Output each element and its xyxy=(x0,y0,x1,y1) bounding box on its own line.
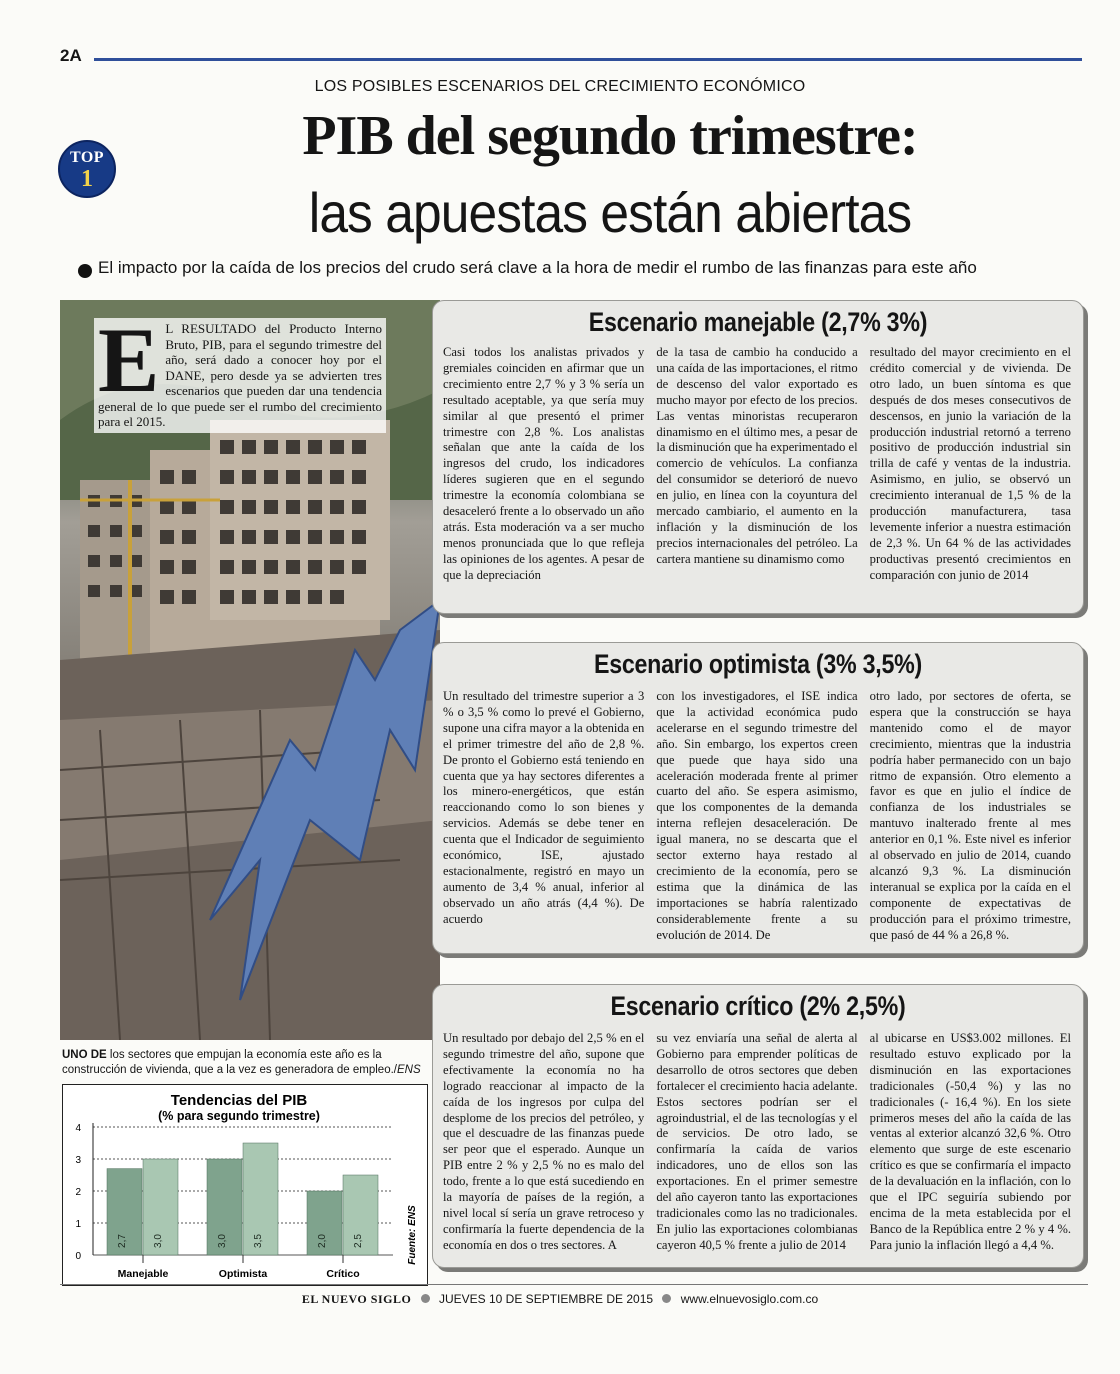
scenario-manejable-panel xyxy=(432,300,1084,614)
drop-cap: E xyxy=(98,309,160,411)
footer-url[interactable]: www.elnuevosiglo.com.co xyxy=(680,1292,819,1306)
scenario-column: al ubicarse en US$3.002 millones. El resultado estuvo explicado por la disminución en las exportaciones tradicionales (-50,4 %) y las no tradicionales (- 16,4 %). En los siete primeros meses del año la caída de las ventas al exterior alcanzó 32,6 %. Otro elemento que surge de este escenario crítico es que se confirmaría el impacto de la devaluación en la inflación, con lo que el IPC seguiría subiendo por encima de la meta establecida por el Banco de la República entre 2 % y 4 %. Para junio la inflación llegó a 4,4 %. xyxy=(869,1031,1071,1252)
footer-brand: EL NUEVO SIGLO xyxy=(301,1292,412,1306)
scenario-column: Un resultado del trimestre superior a 3 % o 3,5 % como lo prevé el Gobierno, supone una cifra mayor a la obtenida en el primer trimestre del año de 2,8 %. De pronto el Gobierno está teniendo en cuenta que ya hay sectores diferentes a los minero-energéticos, que están reaccionando como lo son bienes y servicios. Además se debe tener en cuenta que el Indicador de seguimiento económico, ISE, ajustado estacionalmente, registró en mayo un aumento de 3,4 % anual, inferior al observado un año atrás (4,4 %). De acuerdo xyxy=(443,689,645,926)
scenario-critico-panel xyxy=(432,984,1084,1268)
pib-chart-svg xyxy=(63,1085,429,1287)
top-badge-label: TOP xyxy=(69,149,105,166)
chart-source: Fuente: ENS xyxy=(407,1205,418,1265)
chart-x-tick-label: Manejable xyxy=(117,1268,169,1280)
intro-text: L RESULTADO del Producto Interno Bruto, PIB, para el segundo trimestre del año, será dado a conocer hoy por el DANE, pero desde ya se advierten tres escenarios que pueden dar una tendencia general de lo que puede ser el rumbo del crecimiento para el 2015. xyxy=(98,321,382,429)
deck: El impacto por la caída de los precios del crudo será clave a la hora de medir el rumbo de las finanzas para este año xyxy=(98,258,977,277)
chart-y-tick-label: 2 xyxy=(75,1187,81,1198)
page-number: 2A xyxy=(60,46,82,65)
caption-lead: UNO DE xyxy=(62,1049,107,1061)
scenario-column: Un resultado por debajo del 2,5 % en el segundo trimestre del año, supone que efectivamente la economía no ha logrado reaccionar al impacto de la caída de los ingresos por culpa del desplome de los precios del petróleo, y que el descuadre de las finanzas puede ser peor que el esperado. Aunque un PIB entre 2 % y 2,5 % no es malo del todo, frente a lo que está sucediendo en la mayoría de países de la región, a nivel local sí sería un grave retroceso y confirmaría la fuerte dependencia de la economía en dos o tres sectores. A xyxy=(443,1031,645,1252)
headline: PIB del segundo trimestre: xyxy=(302,105,918,167)
chart-title: Tendencias del PIB xyxy=(170,1092,308,1109)
header-rule xyxy=(94,58,1082,61)
scenario-optimista-panel xyxy=(432,642,1084,954)
scenario-title: Escenario crítico (2% 2,5%) xyxy=(610,991,906,1021)
caption-text: los sectores que empujan la economía este año es la construcción de vivienda, que a la vez es generadora de empleo./ xyxy=(62,1049,397,1076)
chart-y-tick-label: 0 xyxy=(75,1251,81,1262)
chart-x-tick-label: Optimista xyxy=(218,1268,268,1280)
chart-subtitle: (% para segundo trimestre) xyxy=(158,1109,320,1123)
chart-data-label: 3,5 xyxy=(253,1234,264,1248)
top-badge-number: 1 xyxy=(81,166,93,192)
chart-y-tick-label: 4 xyxy=(75,1123,81,1134)
chart-data-label: 3,0 xyxy=(217,1234,228,1248)
bullet-icon xyxy=(78,264,92,278)
scenario-column: de la tasa de cambio ha conducido a una caída de las importaciones, el ritmo de descenso del valor exportado es mucho mayor por efecto de los precios. Las ventas minoristas recuperaron dinamismo en el último mes, a pesar de la disminución que ha experimentado el comercio de vehículos. La confianza del consumidor se deterioró de nuevo en julio, en línea con la coyuntura del mercado cambiario, el aumento en la inflación y la disminución de los precios internacionales del petróleo. La cartera mantiene su dinamismo como xyxy=(656,345,858,566)
footer-rule xyxy=(60,1284,1088,1285)
headline-second-line: las apuestas están abiertas xyxy=(308,181,912,244)
pib-chart xyxy=(62,1084,428,1286)
chart-data-label: 2,0 xyxy=(317,1234,328,1248)
top-badge xyxy=(58,140,116,198)
chart-x-tick-label: Crítico xyxy=(326,1268,360,1280)
intro-paragraph xyxy=(94,309,386,433)
scenario-column: con los investigadores, el ISE indica que la actividad económica pudo acelerarse en el segundo trimestre del año. Sin embargo, los expertos creen que puede que haya sido una aceleración moderada frente al primer cuarto del año. Se espera asimismo, que los componentes de la demanda interna reflejen desaceleración. De igual manera, no se descarta que el sector externo haya restado al crecimiento de la economía, pero se estima que la dinámica de las importaciones se habría ralentizado considerablemente frente a su evolución de 2014. De xyxy=(656,689,858,942)
photo-caption xyxy=(62,1048,432,1078)
chart-data-label: 3,0 xyxy=(153,1234,164,1248)
chart-y-tick-label: 1 xyxy=(75,1219,81,1230)
bullet-icon xyxy=(421,1294,430,1303)
chart-data-label: 2,5 xyxy=(353,1234,364,1248)
scenario-title: Escenario manejable (2,7% 3%) xyxy=(588,307,928,337)
bullet-icon xyxy=(662,1294,671,1303)
caption-credit: ENS xyxy=(397,1064,421,1076)
scenario-column: Casi todos los analistas privados y gremiales coinciden en afirmar que un crecimiento entre 2,7 % y 3 % sería un resultado aceptable, ya que sería muy similar al que presentó el primer trimestre con 2,8 %. Los analistas señalan que ante la caída de los ingresos del crudo, los indicadores líderes sugieren que en el segundo trimestre la economía colombiana se desaceleró frente a lo observado un año atrás. Esta moderación va a ser mucho menos pronunciada que lo que refleja las opiniones de los agentes. A pesar de que la depreciación xyxy=(443,345,645,582)
kicker: LOS POSIBLES ESCENARIOS DEL CRECIMIENTO ECONÓMICO xyxy=(314,78,806,95)
footer-date: JUEVES 10 DE SEPTIEMBRE DE 2015 xyxy=(438,1292,654,1306)
chart-data-label: 2,7 xyxy=(117,1234,128,1248)
scenario-column: resultado del mayor crecimiento en el crédito comercial y de vivienda. De otro lado, un buen síntoma es que después de dos meses consecutivos de descensos, en junio la variación de la producción industrial retornó a terreno positivo de producción industrial sin trilla de café y ventas de la industria. Asimismo, en julio, se observó un crecimiento interanual de 1,5 % de la producción manufacturera, tasa levemente inferior a nuestra estimación de 2,3 %. Un 64 % de las actividades productivas presentó crecimientos en comparación con junio de 2014 xyxy=(869,345,1071,582)
scenario-column: otro lado, por sectores de oferta, se espera que la construcción se haya mantenido como el de mayor crecimiento, mientras que la industria podría haber permanecido con un bajo ritmo de expansión. Otro elemento a favor es que en julio el índice de confianza de los industriales se mantuvo inalterado frente al mes anterior en 0,1 %. Este nivel es inferior al observado en julio de 2014, cuando alcanzó 9,3 %. La disminución interanual se explica por la caída en el componente de expectativas de producción para el próximo trimestre, que pasó de 44 % a 26,8 %. xyxy=(869,689,1071,942)
scenario-title: Escenario optimista (3% 3,5%) xyxy=(593,649,923,679)
scenario-column: su vez enviaría una señal de alerta al Gobierno para emprender políticas de desarrollo de otros sectores que deben fortalecer el crecimiento hacia adelante. Estos sectores podrían ser el agroindustrial, el de las tecnologías y el de servicios. De otro lado, se confirmaría la caída de varios indicadores, uno de ellos son las exportaciones. En el primer semestre del año cayeron tanto las exportaciones tradicionales como las no tradicionales. En julio las exportaciones colombianas cayeron 40,5 % frente a julio de 2014 xyxy=(656,1031,858,1252)
chart-y-tick-label: 3 xyxy=(75,1155,81,1166)
footer xyxy=(0,1292,1120,1307)
